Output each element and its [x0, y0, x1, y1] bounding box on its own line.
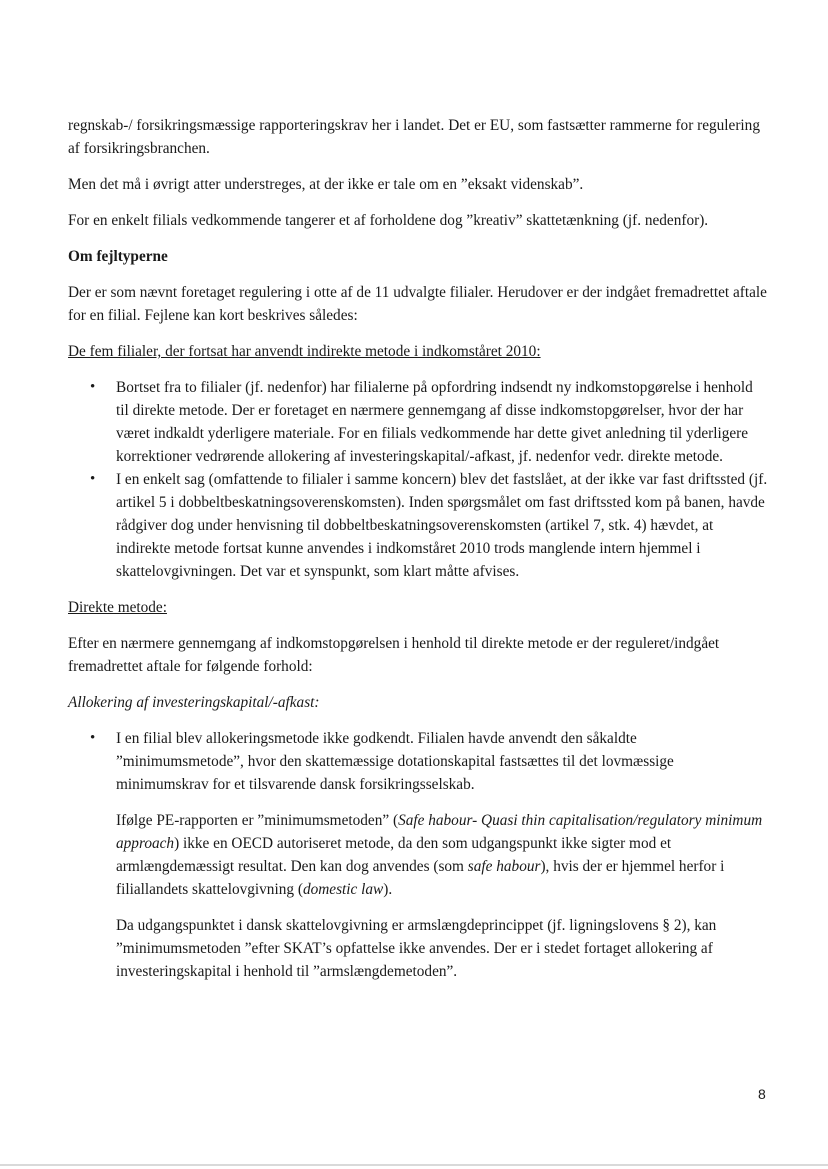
paragraph-armslaengde: Da udgangspunktet i dansk skattelovgivning er armslængdeprincippet (jf. ligningslovens § 2), kan ”minimumsmetoden ”efter SKAT’s opfattelse ikke anvendes. Der er i stedet fortaget allokering af investeringskapital i henhold til ”armslængdemetoden”. [116, 917, 717, 980]
pe-text-c: ) ikke en OECD autoriseret metode, da den som udgangspunkt ikke sigter mod et armlængdemæssigt resultat. Den kan dog anvendes (som [116, 835, 672, 875]
bullet-list-allokering [68, 727, 768, 796]
list-item: • I en filial blev allokeringsmetode ikke godkendt. Filialen havde anvendt den såkaldte ”minimumsmetode”, hvor den skattemæssige dotationskapital fastsættes til det lovmæssige minimumskrav for et tilsvarende dansk forsikringsselskab. [116, 727, 768, 796]
document-page [68, 114, 768, 996]
pe-text-a: Ifølge PE-rapporten er ”minimumsmetoden” ( [116, 812, 399, 829]
paragraph-regulering: Der er som nævnt foretaget regulering i otte af de 11 udvalgte filialer. Herudover er der indgået fremadrettet aftale for en filial. Fejlene kan kort beskrives således: [68, 284, 767, 324]
list-item: • Bortset fra to filialer (jf. nedenfor) har filialerne på opfordring indsendt ny indkomstopgørelse i henhold til direkte metode. Der er foretaget en nærmere gennemgang af disse indkomstopgørelser, hvor der har været indkaldt yderligere materiale. For en filials vedkommende har dette givet anledning til yderligere korrektioner vedrørende allokering af investeringskapital/-afkast, jf. nedenfor vedr. direkte metode. [116, 376, 768, 468]
page-number: 8 [758, 1086, 766, 1102]
pe-text-g: ). [383, 881, 393, 898]
list-item: • I en enkelt sag (omfattende to filialer i samme koncern) blev det fastslået, at der ikke var fast driftssted (jf. artikel 5 i dobbeltbeskatningsoverenskomsten). Inden spørgsmålet om fast driftssted kom på banen, havde rådgiver dog under henvisning til dobbeltbeskatningsoverenskomsten (artikel 7, stk. 4) hævdet, at indirekte metode fortsat kunne anvendes i indkomståret 2010 trods manglende intern hjemmel i skattelovgivningen. Det var et synspunkt, som klart måtte afvises. [116, 468, 768, 583]
heading-fejltyperne: Om fejltyperne [68, 248, 168, 265]
bullet-list-fem-filialer [68, 376, 768, 583]
paragraph-direkte-intro: Efter en nærmere gennemgang af indkomstopgørelsen i henhold til direkte metode er der reguleret/indgået fremadrettet aftale for følgende forhold: [68, 635, 720, 675]
pe-text-b: Safe habour- Quasi thin capitalisation/regulatory minimum approach [116, 812, 763, 852]
scan-edge [0, 1164, 828, 1166]
section-title-fem-filialer: De fem filialer, der fortsat har anvendt indirekte metode i indkomståret 2010: [68, 343, 541, 360]
section-title-direkte-metode: Direkte metode: [68, 599, 167, 616]
paragraph-videnskab: Men det må i øvrigt atter understreges, at der ikke er tale om en ”eksakt videnskab”. [68, 176, 584, 193]
pe-text-d: safe habour [467, 858, 541, 875]
pe-text-e: ), hvis der er hjemmel herfor i filiallandets skattelovgivning ( [116, 858, 725, 898]
subtitle-allokering: Allokering af investeringskapital/-afkast: [68, 694, 320, 711]
paragraph-kreativ: For en enkelt filials vedkommende tangerer et af forholdene dog ”kreativ” skattetænkning (jf. nedenfor). [68, 212, 709, 229]
paragraph-intro: regnskab-/ forsikringsmæssige rapporteringskrav her i landet. Det er EU, som fastsætter rammerne for regulering af forsikringsbranchen. [68, 117, 760, 157]
paragraph-pe-rapport [116, 809, 768, 901]
pe-text-f: domestic law [302, 881, 384, 898]
